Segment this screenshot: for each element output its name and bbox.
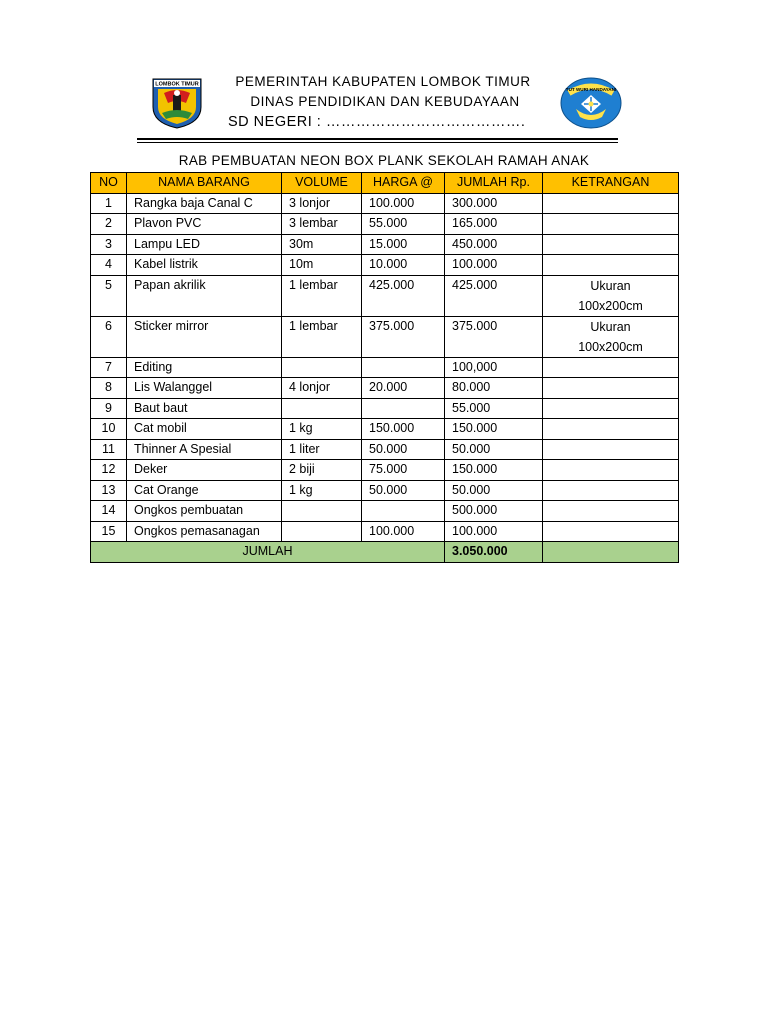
cell-volume: 30m [282,234,362,255]
header-line-school: SD NEGERI : …………………………………. [228,114,526,130]
cell-volume: 2 biji [282,460,362,481]
cell-harga: 55.000 [362,214,445,235]
column-header-ketrangan: KETRANGAN [543,173,679,194]
cell-no: 11 [91,439,127,460]
cell-harga [362,357,445,378]
cell-harga: 50.000 [362,439,445,460]
cell-ketrangan [543,316,679,357]
cell-no: 13 [91,480,127,501]
table-row [91,439,679,460]
cell-no: 6 [91,316,127,357]
header-divider-thick [137,138,618,140]
table-row [91,460,679,481]
cell-jumlah: 450.000 [445,234,543,255]
table-row [91,480,679,501]
cell-ketrangan [543,275,679,316]
column-header-volume: VOLUME [282,173,362,194]
cell-no: 14 [91,501,127,522]
cell-nama: Deker [127,460,282,481]
table-row [91,255,679,276]
column-header-nama-barang: NAMA BARANG [127,173,282,194]
table-row [91,193,679,214]
cell-nama: Thinner A Spesial [127,439,282,460]
cell-harga [362,501,445,522]
cell-jumlah: 375.000 [445,316,543,357]
cell-volume: 10m [282,255,362,276]
cell-jumlah: 50.000 [445,439,543,460]
cell-harga: 75.000 [362,460,445,481]
cell-nama: Ongkos pembuatan [127,501,282,522]
cell-ketrangan [543,480,679,501]
total-label: JUMLAH [91,542,445,563]
cell-volume: 1 kg [282,419,362,440]
cell-jumlah: 150.000 [445,419,543,440]
cell-no: 5 [91,275,127,316]
cell-volume [282,357,362,378]
cell-nama: Cat Orange [127,480,282,501]
cell-ketrangan [543,398,679,419]
cell-no: 8 [91,378,127,399]
total-ketrangan-cell [543,542,679,563]
cell-volume [282,521,362,542]
cell-volume: 4 lonjor [282,378,362,399]
cell-harga [362,398,445,419]
cell-harga: 100.000 [362,521,445,542]
cell-harga: 375.000 [362,316,445,357]
cell-ketrangan [543,193,679,214]
cell-ketrangan [543,439,679,460]
table-row [91,419,679,440]
ketrangan-line-1: Ukuran [590,319,631,334]
cell-harga: 150.000 [362,419,445,440]
cell-no: 4 [91,255,127,276]
cell-nama: Lampu LED [127,234,282,255]
cell-ketrangan [543,419,679,440]
column-header-no: NO [91,173,127,194]
cell-nama: Ongkos pemasanagan [127,521,282,542]
cell-no: 7 [91,357,127,378]
cell-jumlah: 100.000 [445,255,543,276]
cell-harga: 15.000 [362,234,445,255]
cell-no: 10 [91,419,127,440]
cell-jumlah: 55.000 [445,398,543,419]
cell-harga: 50.000 [362,480,445,501]
header-divider-thin [137,142,618,143]
cell-jumlah: 165.000 [445,214,543,235]
cell-volume: 1 kg [282,480,362,501]
column-header-jumlah: JUMLAH Rp. [445,173,543,194]
cell-ketrangan [543,214,679,235]
cell-nama: Lis Walanggel [127,378,282,399]
ketrangan-line-2: 100x200cm [578,339,643,354]
cell-volume: 3 lembar [282,214,362,235]
table-row [91,501,679,522]
cell-nama: Plavon PVC [127,214,282,235]
cell-jumlah: 50.000 [445,480,543,501]
cell-no: 2 [91,214,127,235]
cell-nama: Baut baut [127,398,282,419]
cell-volume: 3 lonjor [282,193,362,214]
column-header-harga: HARGA @ [362,173,445,194]
cell-ketrangan [543,255,679,276]
cell-no: 12 [91,460,127,481]
cell-nama: Papan akrilik [127,275,282,316]
cell-ketrangan [543,357,679,378]
cell-jumlah: 300.000 [445,193,543,214]
cell-harga: 100.000 [362,193,445,214]
header-line-department: DINAS PENDIDIKAN DAN KEBUDAYAAN [250,94,520,109]
table-row [91,316,679,357]
table-row [91,378,679,399]
cell-jumlah: 425.000 [445,275,543,316]
table-row [91,521,679,542]
header-line-government: PEMERINTAH KABUPATEN LOMBOK TIMUR [235,74,531,89]
cell-nama: Cat mobil [127,419,282,440]
table-row [91,234,679,255]
cell-nama: Rangka baja Canal C [127,193,282,214]
cell-volume: 1 liter [282,439,362,460]
cell-harga: 10.000 [362,255,445,276]
table-row [91,398,679,419]
table-row [91,357,679,378]
cell-jumlah: 500.000 [445,501,543,522]
cell-jumlah: 80.000 [445,378,543,399]
ketrangan-line-1: Ukuran [590,278,631,293]
table-header-row [91,173,679,194]
rab-table [90,172,679,563]
table-row [91,214,679,235]
cell-jumlah: 100,000 [445,357,543,378]
document-title: RAB PEMBUATAN NEON BOX PLANK SEKOLAH RAMAH ANAK [178,153,590,168]
cell-volume: 1 lembar [282,275,362,316]
cell-ketrangan [543,234,679,255]
cell-volume [282,398,362,419]
cell-volume [282,501,362,522]
ketrangan-line-2: 100x200cm [578,298,643,313]
cell-ketrangan [543,521,679,542]
logo-left-text: LOMBOK TIMUR [155,81,199,88]
table-row [91,275,679,316]
cell-no: 1 [91,193,127,214]
logo-right-text: TUT WURI HANDAYANI [565,87,617,92]
cell-no: 9 [91,398,127,419]
cell-harga: 425.000 [362,275,445,316]
cell-jumlah: 100.000 [445,521,543,542]
cell-nama: Sticker mirror [127,316,282,357]
table-total-row [91,542,679,563]
cell-nama: Editing [127,357,282,378]
cell-ketrangan [543,378,679,399]
cell-volume: 1 lembar [282,316,362,357]
cell-ketrangan [543,501,679,522]
total-value: 3.050.000 [445,542,543,563]
cell-jumlah: 150.000 [445,460,543,481]
cell-ketrangan [543,460,679,481]
tut-wuri-handayani-icon [560,77,622,129]
cell-no: 15 [91,521,127,542]
cell-no: 3 [91,234,127,255]
cell-harga: 20.000 [362,378,445,399]
cell-nama: Kabel listrik [127,255,282,276]
